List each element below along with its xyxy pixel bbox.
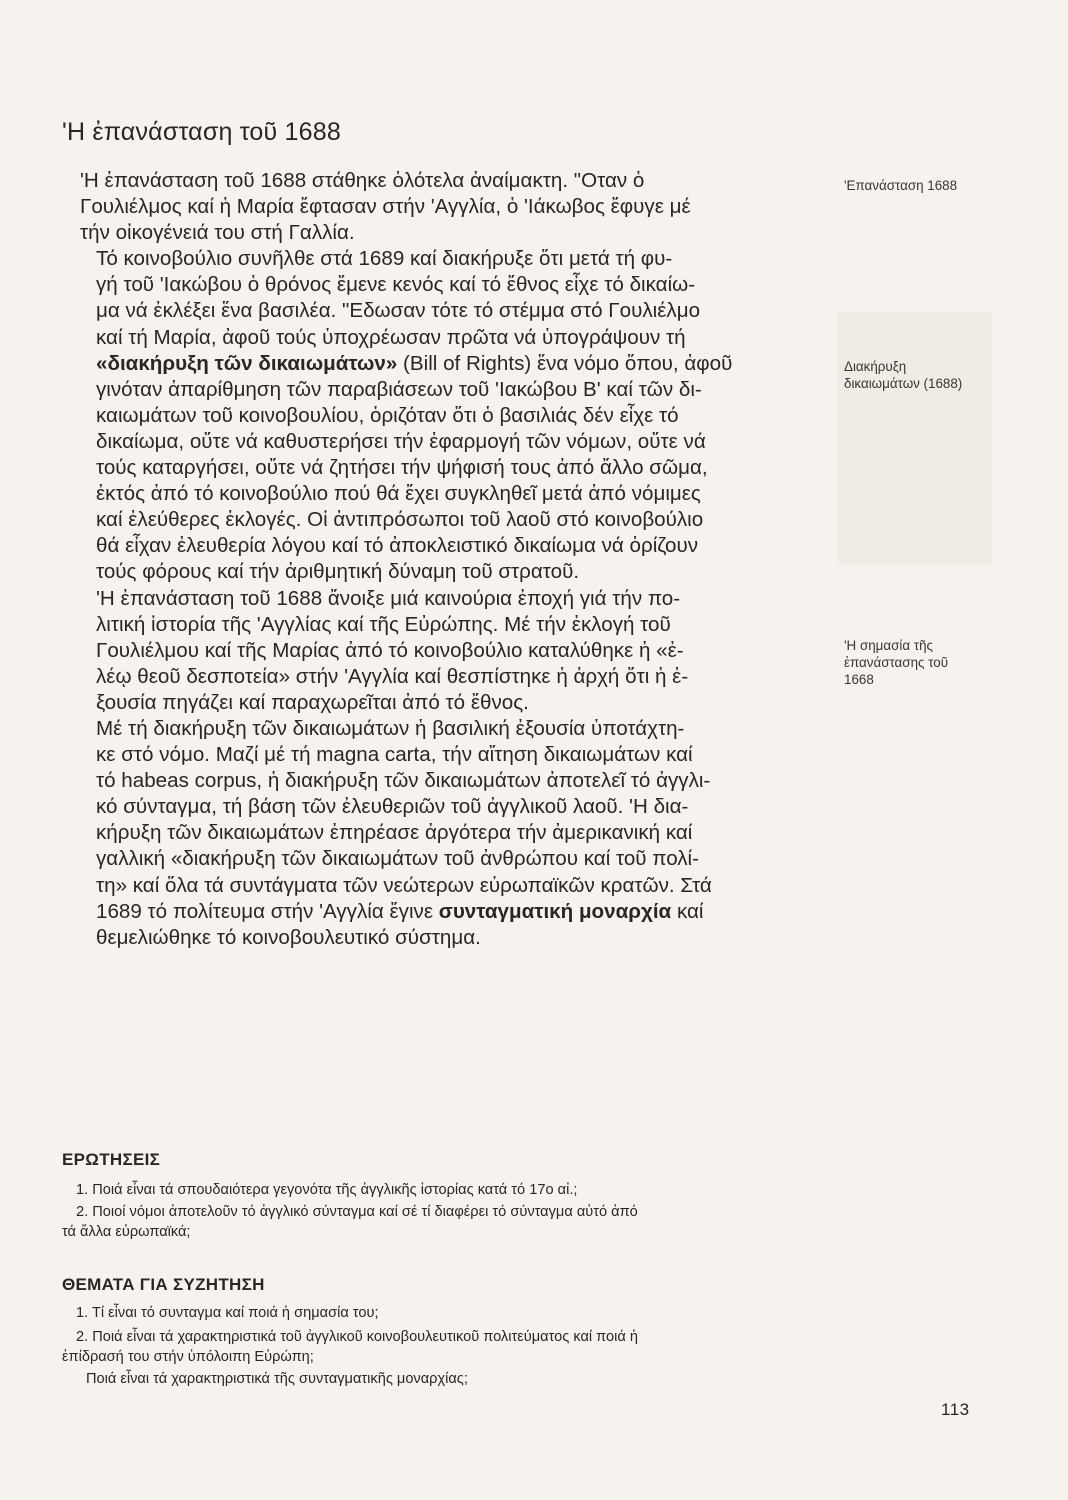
discussion-item <box>76 1303 816 1323</box>
text-line: Μέ τή διακήρυξη τῶν δικαιωμάτων ἡ βασιλική ἐξουσία ὑποτάχτη- <box>96 716 685 740</box>
text-line: τούς φόρους καί τήν ἀριθμητική δύναμη τοῦ στρατοῦ. <box>96 560 580 584</box>
discussion-line: 2. Ποιά εἶναι τά χαρακτηριστικά τοῦ ἀγγλικοῦ κοινοβουλευτικοῦ πολιτεύματος καί ποιά ἡ <box>76 1329 639 1345</box>
text-line: λιτική ἱστορία τῆς 'Αγγλίας καί τῆς Εὐρώπης. Μέ τήν ἐκλογή τοῦ <box>96 612 671 636</box>
margin-note-line: 1668 <box>844 672 874 687</box>
question-line: 1. Ποιά εἶναι τά σπουδαιότερα γεγονότα τῆς ἀγγλικῆς ἱστορίας κατά τό 17ο αἰ.; <box>76 1182 578 1198</box>
text-line: λέῳ θεοῦ δεσποτεία» στήν 'Αγγλία καί θεσπίστηκε ἡ ἀρχή ὅτι ἡ ἐ- <box>96 664 689 688</box>
margin-note-line: Διακήρυξη <box>844 359 907 374</box>
text-line: ἐκτός ἀπό τό κοινοβούλιο πού θά ἔχει συγκληθεῖ μετά ἀπό νόμιμες <box>96 482 701 506</box>
margin-note-line: 'Επανάσταση 1688 <box>844 178 958 193</box>
text-line: τη» καί ὅλα τά συντάγματα τῶν νεώτερων εὐρωπαϊκῶν κρατῶν. Στά <box>96 873 712 897</box>
main-text <box>62 168 822 951</box>
text-line: κε στό νόμο. Μαζί μέ τή magna carta, τήν αἴτηση δικαιωμάτων καί <box>96 743 693 767</box>
text-line: μα νά ἐκλέξει ἕνα βασιλέα. "Εδωσαν τότε τό στέμμα στό Γουλιέλμο <box>96 299 701 323</box>
text-line: 'Η ἐπανάσταση τοῦ 1688 ἄνοιξε μιά καινούρια ἐποχή γιά τήν πο- <box>96 586 681 610</box>
text-line: Τό κοινοβούλιο συνῆλθε στά 1689 καί διακήρυξε ὅτι μετά τή φυ- <box>96 247 673 271</box>
question-line: 2. Ποιοί νόμοι ἀποτελοῦν τό ἀγγλικό σύνταγμα καί σέ τί διαφέρει τό σύνταγμα αὐτό ἀπό <box>76 1204 638 1220</box>
bold-term-bill-of-rights: «διακήρυξη τῶν δικαιωμάτων» <box>96 351 398 375</box>
margin-note-significance <box>844 637 1024 688</box>
discussion-line: ἐπίδρασή του στήν ὑπόλοιπη Εὐρώπη; <box>62 1349 314 1365</box>
questions-heading: ΕΡΩΤΗΣΕΙΣ <box>62 1150 161 1169</box>
page-number: 113 <box>941 1400 970 1419</box>
margin-note-line: 'Η σημασία τῆς <box>844 638 934 653</box>
paragraph-3 <box>62 586 822 716</box>
text-line: κό σύνταγμα, τή βάση τῶν ἐλευθεριῶν τοῦ ἀγγλικοῦ λαοῦ. 'Η δια- <box>96 795 689 819</box>
text-line: Γουλιέλμου καί τῆς Μαρίας ἀπό τό κοινοβούλιο καταλύθηκε ἡ «ἐ- <box>96 638 684 662</box>
text-fragment: καί <box>671 899 704 923</box>
text-line <box>62 351 822 377</box>
text-fragment: 1689 τό πολίτευμα στήν 'Αγγλία ἔγινε <box>96 899 439 923</box>
text-line: θεμελιώθηκε τό κοινοβουλευτικό σύστημα. <box>96 925 481 949</box>
text-line: θά εἶχαν ἐλευθερία λόγου καί τό ἀποκλειστικό δικαίωμα νά ὁρίζουν <box>96 534 699 558</box>
margin-shade <box>838 312 992 564</box>
text-line: κήρυξη τῶν δικαιωμάτων ἐπηρέασε ἀργότερα τήν ἀμερικανική καί <box>96 821 693 845</box>
text-line <box>62 899 822 925</box>
margin-note-line: δικαιωμάτων (1688) <box>844 376 963 391</box>
discussion-list <box>62 1303 816 1389</box>
section-title: 'Η ἐπανάσταση τοῦ 1688 <box>62 118 341 146</box>
paragraph-1 <box>62 168 822 246</box>
text-line: καί τή Μαρία, ἀφοῦ τούς ὑποχρέωσαν πρῶτα νά ὑπογράψουν τή <box>96 325 686 349</box>
discussion-line: Ποιά εἶναι τά χαρακτηριστικά τῆς συνταγματικῆς μοναρχίας; <box>86 1371 468 1387</box>
discussion-heading: ΘΕΜΑΤΑ ΓΙΑ ΣΥΖΗΤΗΣΗ <box>62 1275 265 1294</box>
margin-note-revolution <box>844 177 1024 194</box>
text-line: γινόταν ἀπαρίθμηση τῶν παραβιάσεων τοῦ 'Ιακώβου Β' καί τῶν δι- <box>96 377 702 401</box>
text-line: τό habeas corpus, ἡ διακήρυξη τῶν δικαιωμάτων ἀποτελεῖ τό ἀγγλι- <box>96 769 711 793</box>
text-line: τήν οἰκογένειά του στή Γαλλία. <box>80 221 355 245</box>
text-line: καιωμάτων τοῦ κοινοβουλίου, ὁριζόταν ὅτι ὁ βασιλιάς δέν εἶχε τό <box>96 403 679 427</box>
paragraph-2 <box>62 246 822 585</box>
paragraph-4 <box>62 716 822 951</box>
margin-note-line: ἐπανάστασης τοῦ <box>844 655 949 670</box>
text-line: τούς καταργήσει, οὔτε νά ζητήσει τήν ψήφισή τους ἀπό ἄλλο σῶμα, <box>96 456 708 480</box>
text-line: 'Η ἐπανάσταση τοῦ 1688 στάθηκε ὁλότελα ἀναίμακτη. "Οταν ὁ <box>80 169 645 192</box>
questions-list <box>62 1180 816 1242</box>
discussion-line: 1. Τί εἶναι τό συνταγμα καί ποιά ἡ σημασία του; <box>76 1305 379 1321</box>
discussion-item <box>62 1327 816 1367</box>
question-line: τά ἄλλα εὐρωπαϊκά; <box>62 1224 191 1240</box>
text-line: καί ἐλεύθερες ἐκλογές. Οἱ ἀντιπρόσωποι τοῦ λαοῦ στό κοινοβούλιο <box>96 508 704 532</box>
text-line: γαλλική «διακήρυξη τῶν δικαιωμάτων τοῦ ἀνθρώπου καί τοῦ πολί- <box>96 847 699 871</box>
text-line: γή τοῦ 'Ιακώβου ὁ θρόνος ἔμενε κενός καί τό ἔθνος εἶχε τό δικαίω- <box>96 273 696 297</box>
question-item <box>62 1202 816 1242</box>
text-line: ξουσία πηγάζει καί παραχωρεῖται ἀπό τό ἔθνος. <box>96 690 529 714</box>
bold-term-constitutional-monarchy: συνταγματική μοναρχία <box>438 899 672 923</box>
text-line: Γουλιέλμος καί ἡ Μαρία ἔφτασαν στήν 'Αγγλία, ὁ 'Ιάκωβος ἔφυγε μέ <box>80 195 691 219</box>
margin-note-bill-of-rights <box>844 358 1024 392</box>
question-item <box>76 1180 816 1200</box>
text-line: δικαίωμα, οὔτε νά καθυστερήσει τήν ἐφαρμογή τῶν νόμων, οὔτε νά <box>96 429 706 453</box>
discussion-item <box>86 1369 816 1389</box>
text-fragment: (Bill of Rights) ἕνα νόμο ὅπου, ἀφοῦ <box>397 351 733 375</box>
